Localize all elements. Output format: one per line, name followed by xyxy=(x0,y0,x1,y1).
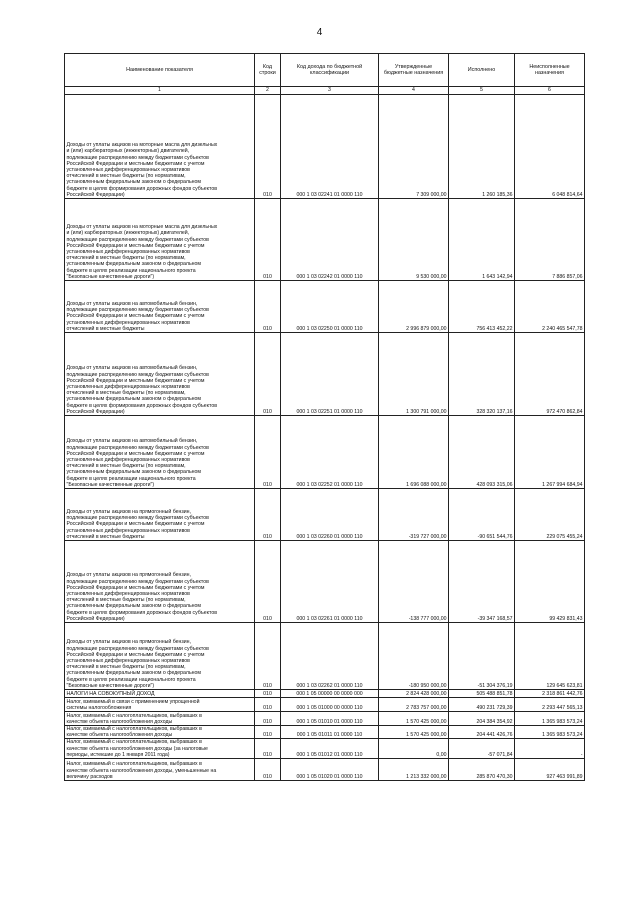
row-executed: -90 651 544,76 xyxy=(449,489,515,541)
row-approved: 1 570 425 000,00 xyxy=(379,712,449,726)
row-name-line: Налог, взимаемый с налогоплательщиков, выбравших в xyxy=(66,761,202,768)
table-row xyxy=(65,489,585,541)
row-code: 010 xyxy=(255,281,281,333)
row-name-line: установленным федеральным законом о федеральном xyxy=(66,670,201,677)
row-kbk: 000 1 05 01011 01 0000 110 xyxy=(281,726,379,739)
row-executed: 1 643 142,94 xyxy=(449,199,515,281)
row-name-line: Доходы от уплаты акцизов на автомобильный бензин, xyxy=(66,365,198,372)
row-name-line: подлежащие распределению между бюджетами субъектов xyxy=(66,236,209,243)
row-name-line: бюджете в целях реализации национального проекта xyxy=(66,676,196,683)
table-row xyxy=(65,281,585,333)
row-name-line: величину расходов xyxy=(66,773,113,780)
row-name xyxy=(65,623,255,690)
row-kbk: 000 1 03 02242 01 0000 110 xyxy=(281,199,379,281)
row-name-line: Доходы от уплаты акцизов на автомобильный бензин, xyxy=(66,438,198,445)
header-code: Код строки xyxy=(255,54,281,87)
row-name-line: Налог, взимаемый с налогоплательщиков, выбравших в xyxy=(66,739,202,746)
row-name-line: качестве объекта налогообложения доходы xyxy=(66,718,173,725)
row-name-line: отчислений в местные бюджеты (по нормативам, xyxy=(66,664,186,671)
row-name-line: бюджете в целях реализации национального проекта xyxy=(66,475,196,482)
header-kbk: Код дохода по бюджетной классификации xyxy=(281,54,379,87)
row-executed: 204 384 354,92 xyxy=(449,712,515,726)
row-name-line: установленным федеральным законом о федеральном xyxy=(66,261,201,268)
row-name-line: подлежащие распределению между бюджетами субъектов xyxy=(66,645,209,652)
row-name-line: Российской Федерации) xyxy=(66,191,125,198)
table-row xyxy=(65,690,585,698)
row-approved: -319 727 000,00 xyxy=(379,489,449,541)
header-executed: Исполнено xyxy=(449,54,515,87)
row-executed: 1 260 185,36 xyxy=(449,95,515,199)
row-executed: 490 231 729,39 xyxy=(449,698,515,712)
row-name-line: установленных дифференцированных нормативов xyxy=(66,590,190,597)
row-executed: -51 304 376,19 xyxy=(449,623,515,690)
row-executed: 756 413 452,22 xyxy=(449,281,515,333)
row-name-line: Российской Федерации) xyxy=(66,615,125,622)
table-row xyxy=(65,541,585,623)
table-row xyxy=(65,333,585,416)
row-unexecuted: 229 075 455,24 xyxy=(515,489,585,541)
row-name-line: установленным федеральным законом о федеральном xyxy=(66,396,201,403)
row-name-line: подлежащие распределению между бюджетами субъектов xyxy=(66,578,209,585)
row-code: 010 xyxy=(255,623,281,690)
row-unexecuted: 1 365 983 573,24 xyxy=(515,712,585,726)
row-unexecuted: 2 293 447 565,13 xyxy=(515,698,585,712)
row-code: 010 xyxy=(255,739,281,759)
row-name xyxy=(65,199,255,281)
table-row xyxy=(65,199,585,281)
row-kbk: 000 1 05 01012 01 0000 110 xyxy=(281,739,379,759)
row-name-line: установленных дифференцированных нормативов xyxy=(66,657,190,664)
row-name-line: бюджете в целях реализации национального проекта xyxy=(66,267,196,274)
row-name-line: Российской Федерации и местными бюджетами с учетом xyxy=(66,450,205,457)
header-name: Наименование показателя xyxy=(65,54,255,87)
row-unexecuted: 2 240 465 547,78 xyxy=(515,281,585,333)
row-name-line: подлежащие распределению между бюджетами субъектов xyxy=(66,154,209,161)
row-executed: 285 870 470,30 xyxy=(449,759,515,781)
row-name xyxy=(65,95,255,199)
row-name-line: системы налогообложения xyxy=(66,704,132,711)
table-row xyxy=(65,726,585,739)
row-name-line: и (или) карбюраторных (инжекторных) двигателей, xyxy=(66,148,190,155)
row-unexecuted: 972 470 862,84 xyxy=(515,333,585,416)
row-code: 010 xyxy=(255,199,281,281)
row-name xyxy=(65,726,255,739)
row-name-line: установленных дифференцированных нормативов xyxy=(66,166,190,173)
row-name-line: установленных дифференцированных нормативов xyxy=(66,456,190,463)
row-kbk: 000 1 03 02252 01 0000 110 xyxy=(281,416,379,489)
row-name-line: установленных дифференцированных нормативов xyxy=(66,383,190,390)
row-name xyxy=(65,690,255,698)
header-unexecuted: Неисполненные назначения xyxy=(515,54,585,87)
row-kbk: 000 1 05 01000 00 0000 110 xyxy=(281,698,379,712)
row-code: 010 xyxy=(255,759,281,781)
row-name xyxy=(65,541,255,623)
row-name-line: установленных дифференцированных нормативов xyxy=(66,319,190,326)
row-approved: 7 309 000,00 xyxy=(379,95,449,199)
page-number: 4 xyxy=(316,27,323,38)
row-name-line: Российской Федерации и местными бюджетами с учетом xyxy=(66,651,205,658)
table-row xyxy=(65,712,585,726)
table-row xyxy=(65,739,585,759)
row-executed: 328 320 137,16 xyxy=(449,333,515,416)
row-name-line: Доходы от уплаты акцизов на прямогонный бензин, xyxy=(66,639,191,646)
row-kbk: 000 1 03 02261 01 0000 110 xyxy=(281,541,379,623)
row-unexecuted: 1 267 994 684,94 xyxy=(515,416,585,489)
row-approved: 2 783 757 000,00 xyxy=(379,698,449,712)
row-name-line: Налог, взимаемый с налогоплательщиков, выбравших в xyxy=(66,712,202,719)
row-name-line: подлежащие распределению между бюджетами субъектов xyxy=(66,371,209,378)
row-code: 010 xyxy=(255,726,281,739)
col-number: 3 xyxy=(281,87,379,95)
row-name-line: Российской Федерации) xyxy=(66,408,125,415)
row-approved: 0,00 xyxy=(379,739,449,759)
row-name-line: Российской Федерации и местными бюджетами с учетом xyxy=(66,160,205,167)
row-name-line: установленным федеральным законом о федеральном xyxy=(66,603,201,610)
col-number: 2 xyxy=(255,87,281,95)
row-name-line: "Безопасные качественные дороги") xyxy=(66,481,155,488)
row-name xyxy=(65,739,255,759)
row-name-line: качестве объекта налогообложения доходы xyxy=(66,732,173,739)
row-executed: -57 071,84 xyxy=(449,739,515,759)
row-name-line: периоды, истекшие до 1 января 2011 года) xyxy=(66,751,170,758)
row-kbk: 000 1 05 00000 00 0000 000 xyxy=(281,690,379,698)
budget-report-table xyxy=(64,53,585,781)
row-approved: -180 950 000,00 xyxy=(379,623,449,690)
row-name-line: установленным федеральным законом о федеральном xyxy=(66,179,201,186)
row-unexecuted: 6 048 814,64 xyxy=(515,95,585,199)
column-number-row xyxy=(65,87,585,95)
row-executed: -39 347 168,57 xyxy=(449,541,515,623)
row-approved: 2 824 428 000,00 xyxy=(379,690,449,698)
row-name xyxy=(65,489,255,541)
row-name-line: качестве объекта налогообложения доходы, уменьшенные на xyxy=(66,767,217,774)
row-name xyxy=(65,759,255,781)
row-kbk: 000 1 03 02260 01 0000 110 xyxy=(281,489,379,541)
row-name-line: отчислений в местные бюджеты xyxy=(66,533,145,540)
row-executed: 204 441 426,76 xyxy=(449,726,515,739)
row-name xyxy=(65,698,255,712)
row-name-line: подлежащие распределению между бюджетами субъектов xyxy=(66,515,209,522)
row-unexecuted: 129 645 623,81 xyxy=(515,623,585,690)
row-name-line: Налог, взимаемый с налогоплательщиков, выбравших в xyxy=(66,726,202,732)
row-name-line: Доходы от уплаты акцизов на автомобильный бензин, xyxy=(66,300,198,307)
row-approved: 2 996 879 000,00 xyxy=(379,281,449,333)
row-approved: 1 696 088 000,00 xyxy=(379,416,449,489)
row-name-line: отчислений в местные бюджеты (по нормативам, xyxy=(66,390,186,397)
row-kbk: 000 1 03 02241 01 0000 110 xyxy=(281,95,379,199)
row-name xyxy=(65,416,255,489)
row-name-line: отчислений в местные бюджеты (по нормативам, xyxy=(66,597,186,604)
row-kbk: 000 1 05 01020 01 0000 110 xyxy=(281,759,379,781)
row-name-line: установленным федеральным законом о федеральном xyxy=(66,469,201,476)
table-body xyxy=(65,95,585,781)
row-code: 010 xyxy=(255,95,281,199)
row-code: 010 xyxy=(255,333,281,416)
col-number: 4 xyxy=(379,87,449,95)
row-approved: 1 213 332 000,00 xyxy=(379,759,449,781)
row-unexecuted: 7 886 857,06 xyxy=(515,199,585,281)
row-name-line: Российской Федерации и местными бюджетами с учетом xyxy=(66,313,205,320)
row-code: 010 xyxy=(255,690,281,698)
row-code: 010 xyxy=(255,416,281,489)
row-name-line: качестве объекта налогообложения доходы (за налоговые xyxy=(66,745,208,752)
row-executed: 428 093 315,06 xyxy=(449,416,515,489)
row-name xyxy=(65,333,255,416)
row-kbk: 000 1 03 02262 01 0000 110 xyxy=(281,623,379,690)
row-name-line: отчислений в местные бюджеты (по нормативам, xyxy=(66,463,186,470)
row-name-line: "Безопасные качественные дороги") xyxy=(66,682,155,689)
row-name-line: подлежащие распределению между бюджетами субъектов xyxy=(66,307,209,314)
row-code: 010 xyxy=(255,698,281,712)
row-kbk: 000 1 05 01010 01 0000 110 xyxy=(281,712,379,726)
row-unexecuted: 2 318 861 442,76 xyxy=(515,690,585,698)
row-approved: -138 777 000,00 xyxy=(379,541,449,623)
table-header-row xyxy=(65,54,585,87)
row-name xyxy=(65,712,255,726)
row-unexecuted: 99 429 831,43 xyxy=(515,541,585,623)
row-name-line: отчислений в местные бюджеты (по нормативам, xyxy=(66,173,186,180)
table-row xyxy=(65,698,585,712)
row-executed: 505 488 851,78 xyxy=(449,690,515,698)
row-name-line: установленных дифференцированных нормативов xyxy=(66,527,190,534)
row-kbk: 000 1 03 02251 01 0000 110 xyxy=(281,333,379,416)
row-name-line: бюджете в целях формирования дорожных фондов субъектов xyxy=(66,402,217,409)
row-kbk: 000 1 03 02250 01 0000 110 xyxy=(281,281,379,333)
row-unexecuted: 927 463 991,89 xyxy=(515,759,585,781)
row-name-line: Российской Федерации и местными бюджетами с учетом xyxy=(66,584,205,591)
row-name-line: Доходы от уплаты акцизов на моторные масла для дизельных xyxy=(66,142,218,149)
row-name-line: НАЛОГИ НА СОВОКУПНЫЙ ДОХОД xyxy=(66,690,155,697)
table-row xyxy=(65,623,585,690)
row-name-line: бюджете в целях формирования дорожных фондов субъектов xyxy=(66,609,217,616)
row-code: 010 xyxy=(255,541,281,623)
row-approved: 1 300 791 000,00 xyxy=(379,333,449,416)
row-unexecuted: - xyxy=(515,739,585,759)
table-row xyxy=(65,759,585,781)
row-code: 010 xyxy=(255,489,281,541)
col-number: 1 xyxy=(65,87,255,95)
row-name-line: и (или) карбюраторных (инжекторных) двигателей, xyxy=(66,230,190,237)
row-name-line: Российской Федерации и местными бюджетами с учетом xyxy=(66,242,205,249)
row-name-line: Российской Федерации и местными бюджетами с учетом xyxy=(66,377,205,384)
row-name-line: "Безопасные качественные дороги") xyxy=(66,273,155,280)
row-name-line: Доходы от уплаты акцизов на прямогонный бензин, xyxy=(66,572,191,579)
row-name-line: бюджете в целях формирования дорожных фондов субъектов xyxy=(66,185,217,192)
row-name-line: отчислений в местные бюджеты xyxy=(66,325,145,332)
row-name-line: отчислений в местные бюджеты (по нормативам, xyxy=(66,255,186,262)
row-name-line: подлежащие распределению между бюджетами субъектов xyxy=(66,444,209,451)
table-row xyxy=(65,416,585,489)
row-unexecuted: 1 365 983 573,24 xyxy=(515,726,585,739)
row-approved: 9 530 000,00 xyxy=(379,199,449,281)
col-number: 5 xyxy=(449,87,515,95)
row-code: 010 xyxy=(255,712,281,726)
row-name-line: Доходы от уплаты акцизов на прямогонный бензин, xyxy=(66,508,191,515)
header-approved: Утвержденные бюджетные назначения xyxy=(379,54,449,87)
col-number: 6 xyxy=(515,87,585,95)
row-approved: 1 570 425 000,00 xyxy=(379,726,449,739)
row-name-line: Налог, взимаемый в связи с применением упрощенной xyxy=(66,698,200,705)
row-name-line: установленных дифференцированных нормативов xyxy=(66,248,190,255)
table-row xyxy=(65,95,585,199)
row-name-line: Российской Федерации и местными бюджетами с учетом xyxy=(66,521,205,528)
row-name-line: Доходы от уплаты акцизов на моторные масла для дизельных xyxy=(66,224,218,231)
row-name xyxy=(65,281,255,333)
